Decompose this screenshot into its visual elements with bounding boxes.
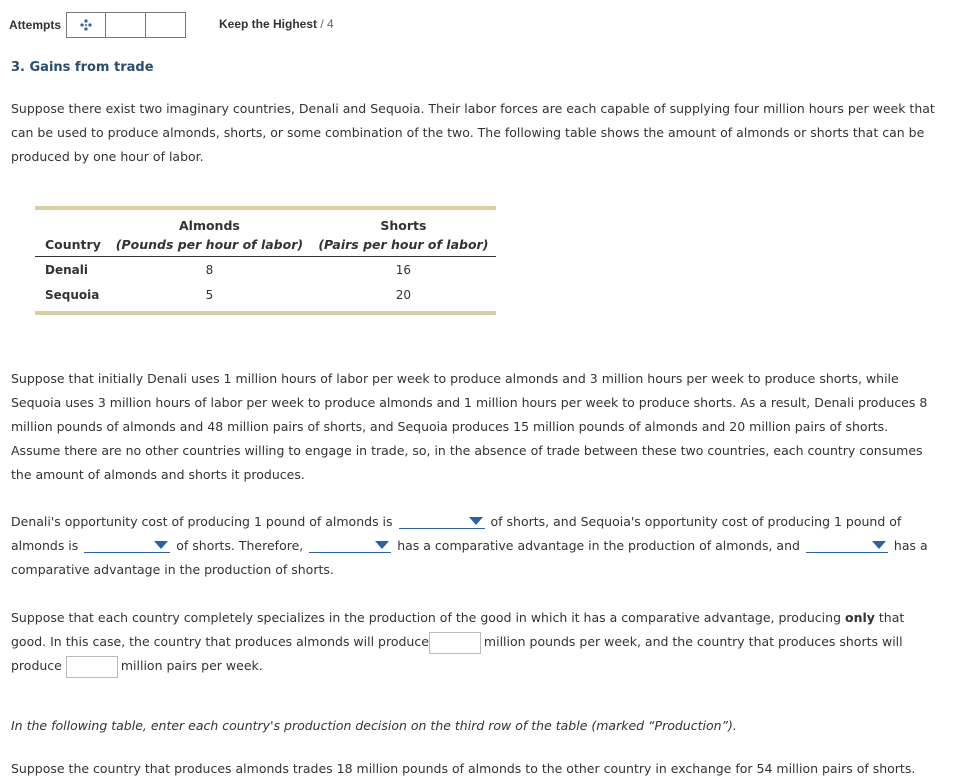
intro-paragraph: Suppose there exist two imaginary countries, Denali and Sequoia. Their labor forces are each capable of supplying four million hours per week that can be used to produce almonds, shorts, or some combination of the two. The following table shows the amount of almonds or shorts that can be produced by one hour of labor. [11,101,935,164]
shorts-advantage-dropdown[interactable] [806,537,888,553]
keep-highest [219,17,334,31]
attempt-box-2 [106,12,146,38]
chevron-down-icon [872,541,886,549]
row-shorts: 16 [395,262,412,277]
attempts-label: Attempts [9,18,62,32]
production-table [35,206,496,315]
row-country: Denali [45,262,88,277]
instruction-text: In the following table, enter each country's production decision on the third row of the table (marked “Production”). [11,718,737,733]
attempt-box-1 [66,12,106,38]
specialization-paragraph: Suppose that each country completely specializes in the production of the good in which it has a comparative advantage, producing only that good. In this case, the country that produces almonds will produce million pounds per week, and the country that produces shorts will produce million pairs per week. [11,606,941,678]
opportunity-paragraph: Denali's opportunity cost of producing 1 pound of almonds is of shorts, and Sequoia's opportunity cost of producing 1 pound of almonds is of shorts. Therefore, has a comparative advantage in the production of almonds, and has a comparative advantage in the production of shorts. [11,514,928,577]
almonds-advantage-dropdown[interactable] [309,537,391,553]
trade-paragraph: Suppose the country that produces almonds trades 18 million pounds of almonds to the other country in exchange for 54 million pairs of shorts. [11,761,916,776]
row-almonds: 8 [205,262,214,277]
attempts-bar [9,12,186,38]
almonds-quantity-input[interactable] [429,632,481,654]
header-country: Country [35,235,108,257]
header-shorts: Shorts [311,208,496,235]
chevron-down-icon [375,541,389,549]
keep-highest-total: / 4 [320,17,334,31]
attempt-box-3 [146,12,186,38]
keep-highest-label: Keep the Highest [219,17,318,31]
section-title: 3. Gains from trade [11,60,154,75]
denali-opportunity-cost-dropdown[interactable] [399,513,485,529]
header-shorts-unit: (Pairs per hour of labor) [311,235,496,257]
header-almonds-unit: (Pounds per hour of labor) [108,235,311,257]
table-row [35,257,496,283]
initial-paragraph: Suppose that initially Denali uses 1 million hours of labor per week to produce almonds and 3 million hours per week to produce shorts, while Sequoia uses 3 million hours of labor per week to produce almonds and 1 million hours per week to produce shorts. As a result, Denali produces 8 million pounds of almonds and 48 million pairs of shorts, and Sequoia produces 15 million pounds of almonds and 20 million pairs of shorts. Assume there are no other countries willing to engage in trade, so, in the absence of trade between these two countries, each country consumes the amount of almonds and shorts it produces. [11,371,928,482]
chevron-down-icon [154,541,168,549]
header-almonds: Almonds [108,208,311,235]
table-row [35,283,496,313]
sequoia-opportunity-cost-dropdown[interactable] [84,537,170,553]
row-almonds: 5 [108,283,311,313]
row-shorts: 20 [311,283,496,313]
chevron-down-icon [469,517,483,525]
move-icon [80,19,92,31]
shorts-quantity-input[interactable] [66,656,118,678]
row-country: Sequoia [35,283,108,313]
